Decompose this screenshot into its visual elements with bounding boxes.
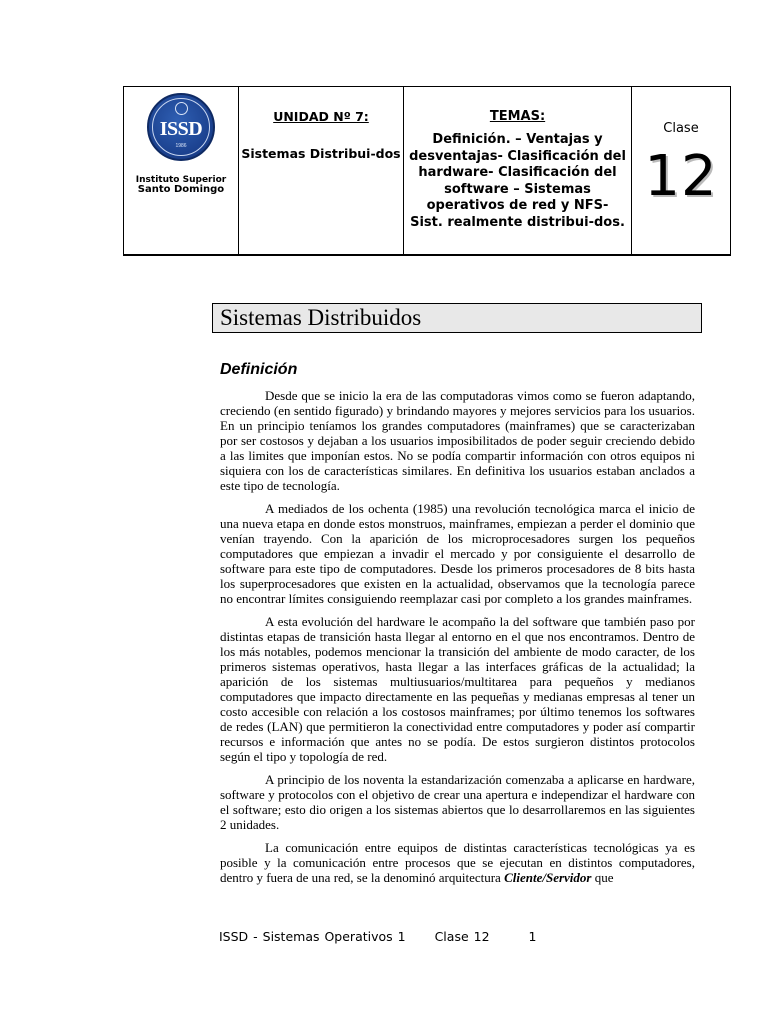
issd-logo [147,93,215,161]
institution-line1: Instituto Superior [135,175,227,185]
logo-year: 1986 [175,143,187,149]
footer-clase: Clase 12 [434,929,490,944]
header-table [123,86,731,256]
paragraph-5-tail: que [591,870,614,885]
subheading-definicion: Definición [220,361,298,378]
section-title: Sistemas Distribuidos [212,303,702,333]
paragraph-5-text: La comunicación entre equipos de distintas características tecnológicas ya es posible y la comunicación entre procesos que se ejecutan en distintos computadores, dentro y fuera de una red, se la denominó arquitectura [220,840,695,885]
temas-title: TEMAS: [489,109,546,124]
footer-page-number: 1 [528,929,537,944]
footer-course: ISSD - Sistemas Operativos 1 [219,929,406,944]
institution-name [136,175,226,195]
unit-cell [239,87,404,254]
clase-label: Clase [663,121,699,136]
unit-subject: Sistemas Distribui-dos [241,146,401,161]
cliente-servidor-emphasis: Cliente/Servidor [504,870,592,885]
institution-line2: Santo Domingo [137,184,225,195]
clase-cell [632,87,730,254]
paragraph-2: A mediados de los ochenta (1985) una revolución tecnológica marca el inicio de una nueva etapa en donde estos monstruos, mainframes, empiezan a perder el dominio que venían trayendo. Con la aparición de los microprocesadores surgen los pequeños computadores que empiezan a invadir el mercado y por consiguiente el desarrollo de software para este tipo de computadores. Desde los primeros procesadores de 8 bits hasta los superprocesadores que existen en la actualidad, observamos que la tecnología parece no encontrar límites consiguiendo reemplazar casi por completo a los grandes mainframes. [220,501,695,606]
logo-cell [124,87,239,254]
body-text [220,388,695,893]
temas-cell [404,87,632,254]
unit-title: UNIDAD Nº 7: [273,109,369,124]
globe-icon [175,102,188,115]
paragraph-4: A principio de los noventa la estandarización comenzaba a aplicarse en hardware, software y protocolos con el objetivo de crear una apertura e independizar el hardware con el software; esto dio origen a los sistemas abiertos que lo desarrollaremos en las siguientes 2 unidades. [220,772,695,832]
temas-body: Definición. – Ventajas y desventajas- Clasificación del hardware- Clasificación del software – Sistemas operativos de red y NFS- Sist. realmente distribui-dos. [409,132,626,230]
page-footer [219,929,536,944]
paragraph-1: Desde que se inicio la era de las computadoras vimos como se fueron adaptando, creciendo (en sentido figurado) y brindando mayores y mejores servicios para los usuarios. En un principio teníamos los grandes computadores (mainframes) que se caracterizaban por ser costosos y dejaban a los usuarios imposibilitados de poder seguir creciendo debido a las limites que imponían estos. No se podía compartir información con otros equipos ni siquiera con los de características similares. En definitiva los usuarios estaban anclados a este tipo de tecnología. [220,388,695,493]
logo-text: ISSD [159,117,203,140]
paragraph-5 [220,840,695,885]
paragraph-3: A esta evolución del hardware le acompaño la del software que también paso por distintas etapas de transición hasta llegar al entorno en el que nos encontramos. Dentro de los más notables, podemos mencionar la transición del ambiente de modo caracter, de los primeros sistemas operativos, hasta llegar a las interfaces gráficas de la actualidad; la aparición de los sistemas multiusuarios/multitarea para pequeños y medianos computadores que impacto directamente en las pequeñas y medianas empresas al tener un costo accesible con relación a los costosos mainframes; por último tenemos los softwares de redes (LAN) que permitieron la conectividad entre computadores y poder así compartir recursos e información que antes no se podía. De estos surgieron distintos protocolos según el tipo y topología de red. [220,614,695,764]
clase-number: 12 [644,144,718,209]
